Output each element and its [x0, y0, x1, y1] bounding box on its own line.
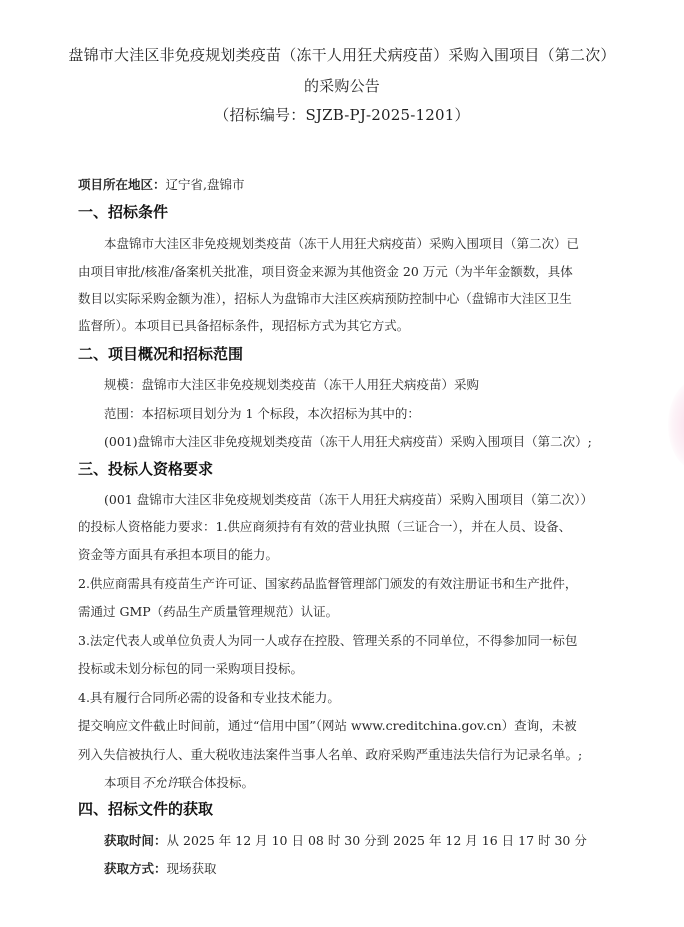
s3-line: 提交响应文件截止时间前，通过“信用中国”（网站 www.creditchina.gov.cn）查询，未被: [78, 718, 577, 733]
document-title-line-2: 的采购公告: [303, 77, 380, 95]
section-3-heading: 三、投标人资格要求: [78, 460, 214, 478]
s1-paragraph-line: 本盘锦市大洼区非免疫规划类疫苗（冻干人用狂犬病疫苗）采购入围项目（第二次）已: [104, 236, 580, 251]
s3-line: 需通过 GMP（药品生产质量管理规范）认证。: [78, 604, 339, 619]
lot-line: (001)盘锦市大洼区非免疫规划类疫苗（冻干人用狂犬病疫苗）采购入围项目（第二次）;: [104, 434, 592, 449]
section-1-heading: 一、招标条件: [78, 203, 169, 221]
s1-paragraph-line: 数目以实际采购金额为准），招标人为盘锦市大洼区疾病预防控制中心（盘锦市大洼区卫生: [78, 291, 572, 306]
scope-value: 本招标项目划分为 1 个标段，本次招标为其中的：: [141, 406, 420, 421]
obtain-method-label: 获取方式：: [104, 861, 167, 876]
s1-paragraph-line: 监督所）。本项目已具备招标条件，现招标方式为其它方式。: [78, 318, 410, 333]
section-4-heading: 四、招标文件的获取: [78, 800, 214, 818]
s3-line: 列入失信被执行人、重大税收违法案件当事人名单、政府采购严重违法失信行为记录名单。;: [78, 747, 583, 762]
scale-line: [104, 375, 479, 393]
s3-line: (001 盘锦市大洼区非免疫规划类疫苗（冻干人用狂犬病疫苗）采购入围项目（第二次））: [104, 492, 593, 507]
s3-line: 4.具有履行合同所必需的设备和专业技术能力。: [78, 690, 340, 705]
scale-label: 规模：: [104, 377, 142, 392]
scale-value: 盘锦市大洼区非免疫规划类疫苗（冻干人用狂犬病疫苗）采购: [141, 377, 480, 392]
tender-code: （招标编号：SJZB-PJ-2025-1201）: [214, 106, 470, 124]
scope-line: [104, 404, 420, 422]
s3-line: 的投标人资格能力要求：1.供应商须持有有效的营业执照（三证合一），并在人员、设备、: [78, 519, 572, 534]
project-region: [78, 175, 245, 193]
joint-suffix: 联合体投标。: [179, 775, 255, 790]
s3-line: 3.法定代表人或单位负责人为同一人或存在控股、管理关系的不同单位，不得参加同一标包: [78, 633, 578, 648]
region-value: 辽宁省,盘锦市: [165, 177, 245, 192]
s3-line: 资金等方面具有承担本项目的能力。: [78, 547, 279, 562]
s3-line: 2.供应商需具有疫苗生产许可证、国家药品监督管理部门颁发的有效注册证书和生产批件，: [78, 576, 578, 591]
joint-prefix: 本项目: [104, 775, 142, 790]
region-label: 项目所在地区：: [78, 177, 166, 192]
obtain-method-value: 现场获取: [166, 861, 217, 876]
stamp-edge-mark: [668, 380, 684, 470]
obtain-time-label: 获取时间：: [104, 833, 167, 848]
document-title-line-1: 盘锦市大洼区非免疫规划类疫苗（冻干人用狂犬病疫苗）采购入围项目（第二次）: [68, 46, 616, 64]
obtain-time-line: [104, 831, 587, 849]
section-2-heading: 二、项目概况和招标范围: [78, 345, 244, 363]
scope-label: 范围：: [104, 406, 142, 421]
obtain-method-line: [104, 859, 217, 877]
s3-line: 投标或未划分标包的同一采购项目投标。: [78, 661, 304, 676]
joint-bid-line: [104, 773, 254, 791]
obtain-time-value: 从 2025 年 12 月 10 日 08 时 30 分到 2025 年 12 月 16 日 17 时 30 分: [166, 833, 587, 848]
joint-emphasis: 不允许: [141, 775, 180, 790]
s1-paragraph-line: 由项目审批/核准/备案机关批准，项目资金来源为其他资金 20 万元（为半年金额数，具体: [78, 264, 573, 279]
